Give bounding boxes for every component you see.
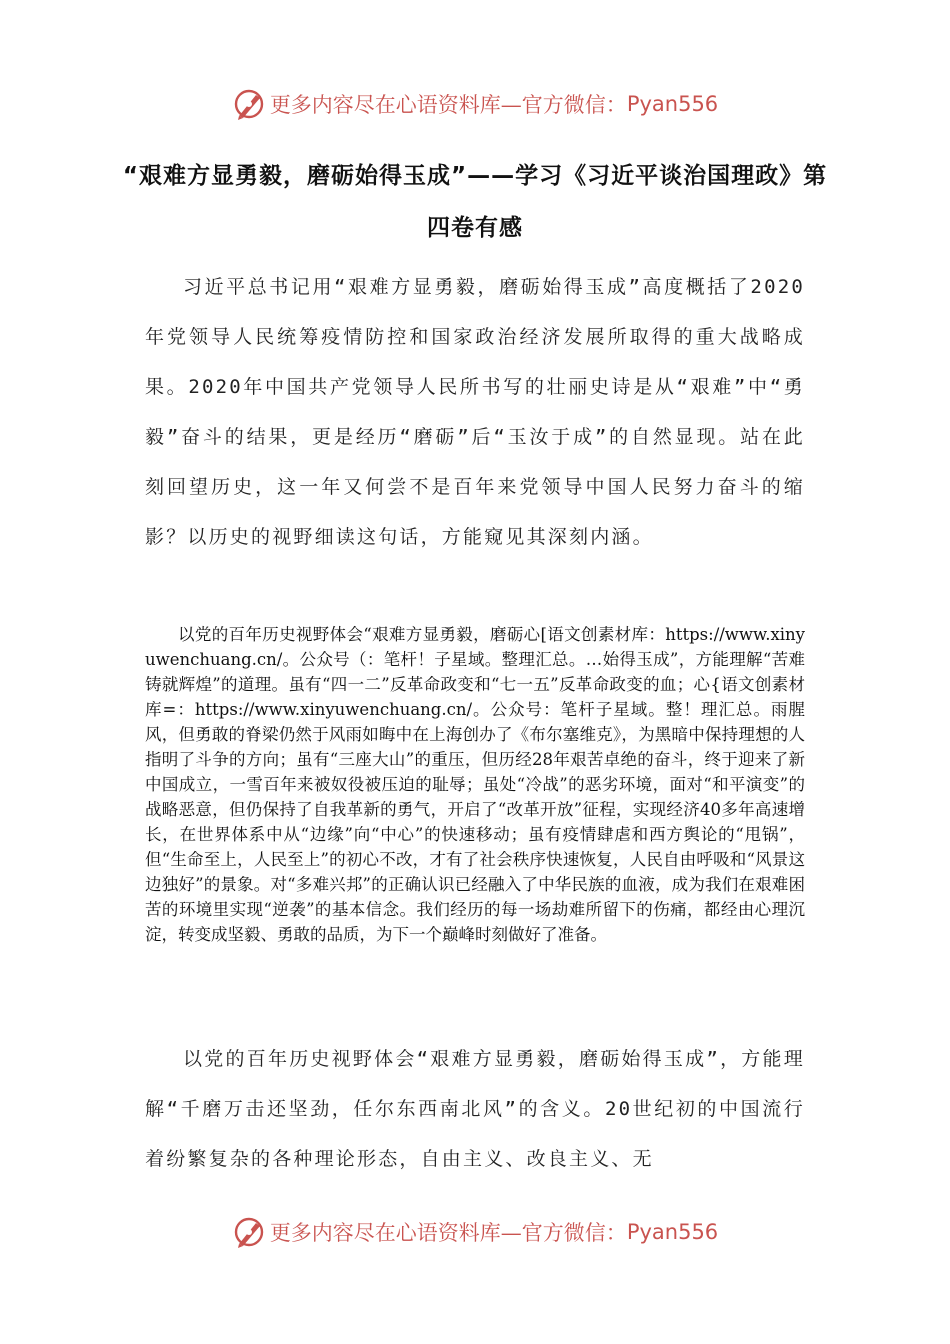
paragraph-3: 以党的百年历史视野体会“艰难方显勇毅，磨砺始得玉成”，方能理解“千磨万击还坚劲，任尔东西南北风”的含义。20世纪初的中国流行着纷繁复杂的各种理论形态，自由主义、改良主义、无 (145, 1048, 805, 1170)
header-banner (0, 84, 950, 124)
footer-banner (0, 1212, 950, 1252)
banner-wechat-id: Pyan556 (626, 1220, 719, 1244)
banner-text: 更多内容尽在心语资料库—官方微信： (269, 93, 627, 117)
paragraph-1: 习近平总书记用“艰难方显勇毅，磨砺始得玉成”高度概括了2020年党领导人民统筹疫情防控和国家政治经济发展所取得的重大战略成果。2020年中国共产党领导人民所书写的壮丽史诗是从“艰难”中“勇毅”奋斗的结果，更是经历“磨砺”后“玉汝于成”的自然显现。站在此刻回望历史，这一年又何尝不是百年来党领导中国人民努力奋斗的缩影？以历史的视野细读这句话，方能窥见其深刻内涵。 (145, 276, 805, 548)
article-title: “艰难方显勇毅，磨砺始得玉成”——学习《习近平谈治国理政》第四卷有感 (122, 163, 828, 241)
banner-text: 更多内容尽在心语资料库—官方微信： (269, 1221, 627, 1245)
paragraph-2: 以党的百年历史视野体会“艰难方显勇毅，磨砺心[语文创素材库：https://www.xinyuwenchuang.cn/。公众号（：笔杆！子星域。整理汇总。…始得玉成”，方能理解“苦难铸就辉煌”的道理。虽有“四一二”反革命政变和“七一五”反革命政变的血；心{语文创素材库=：https://www.xinyuwenchuang.cn/。公众号：笔杆子星域。整！理汇总。雨腥风，但勇敢的脊梁仍然于风雨如晦中在上海创办了《布尔塞维克》，为黑暗中保持理想的人指明了斗争的方向；虽有“三座大山”的重压，但历经28年艰苦卓绝的奋斗，终于迎来了新中国成立，一雪百年来被奴役被压迫的耻辱；虽处“冷战”的恶劣环境，面对“和平演变”的战略恶意，但仍保持了自我革新的勇气，开启了“改革开放”征程，实现经济40多年高速增长，在世界体系中从“边缘”向“中心”的快速移动；虽有疫情肆虐和西方舆论的“甩锅”，但“生命至上，人民至上”的初心不改，才有了社会秩序快速恢复，人民自由呼吸和“风景这边独好”的景象。对“多难兴邦”的正确认识已经融入了中华民族的血液，成为我们在艰难困苦的环境里实现“逆袭”的基本信念。我们经历的每一场劫难所留下的伤痛，都经由心理沉淀，转变成坚毅、勇敢的品质，为下一个巅峰时刻做好了准备。 (145, 625, 805, 944)
pen-logo-icon (232, 1215, 266, 1249)
banner-wechat-id: Pyan556 (626, 92, 719, 116)
pen-logo-icon (232, 87, 266, 121)
